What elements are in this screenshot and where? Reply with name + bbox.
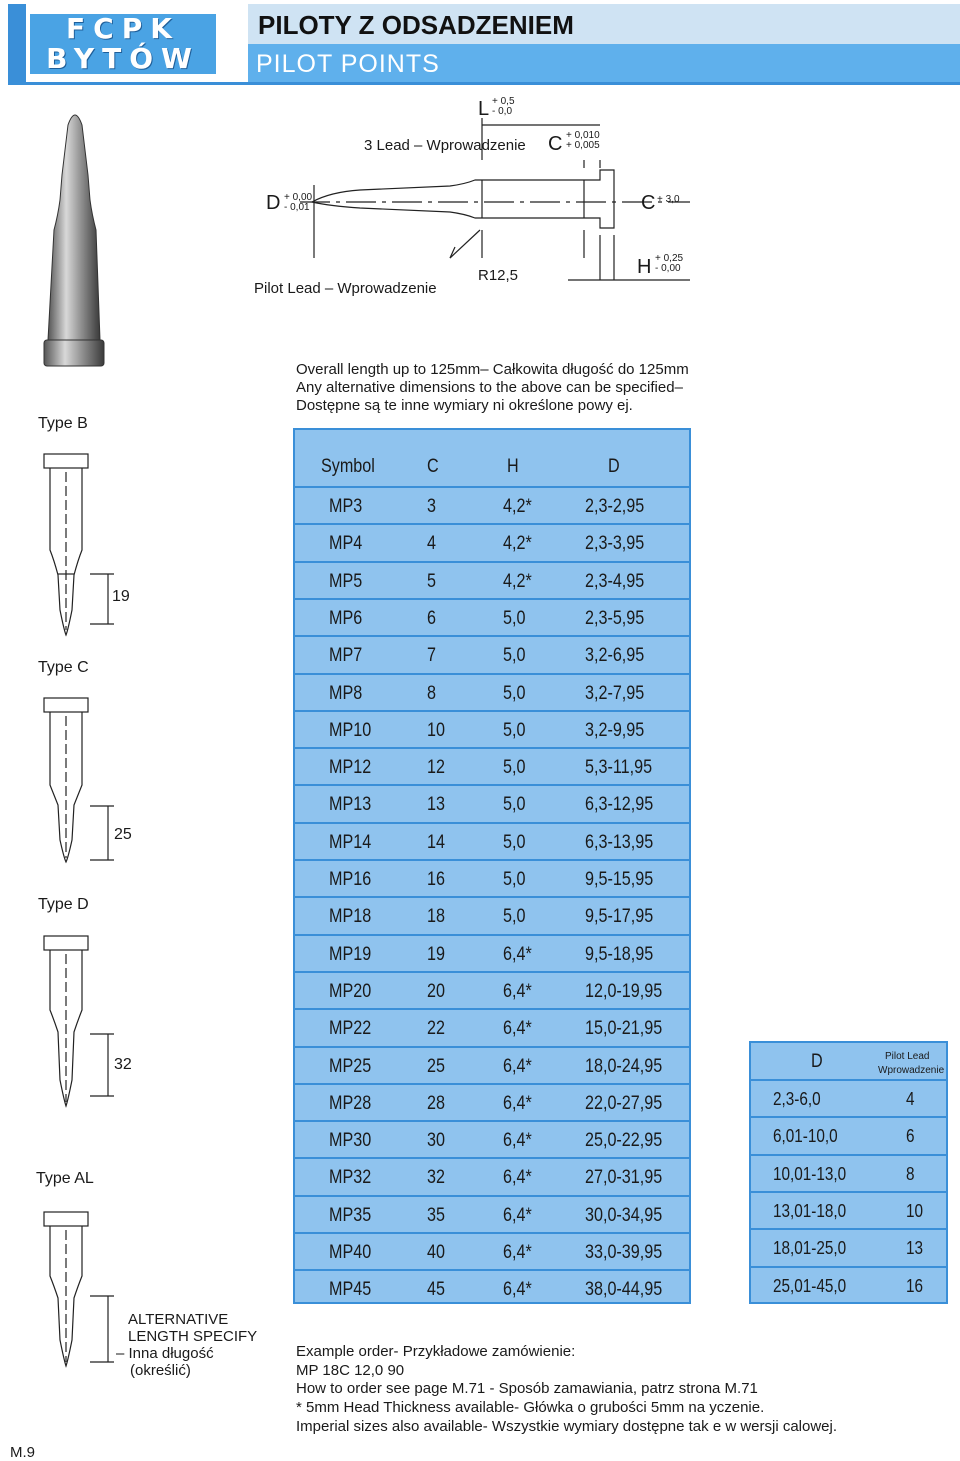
cell-symbol: MP30 xyxy=(329,1130,372,1152)
cell-symbol: MP3 xyxy=(329,496,363,517)
table-row xyxy=(295,598,689,636)
type-d-label: Type D xyxy=(38,896,89,913)
alt-length-line-1: ALTERNATIVE xyxy=(128,1311,229,1328)
type-b-label: Type B xyxy=(38,415,88,432)
cell-lead: 8 xyxy=(906,1163,915,1184)
table-row xyxy=(295,673,689,711)
cell-c: 28 xyxy=(427,1092,445,1114)
cell-symbol: MP8 xyxy=(329,682,363,704)
dim-l-tol-minus: - 0,0 xyxy=(492,106,513,117)
cell-h: 6,4* xyxy=(503,1204,532,1226)
cell-d: 33,0-39,95 xyxy=(585,1242,663,1263)
lead-header-line-2: Wprowadzenie xyxy=(878,1065,945,1076)
dim-c-right-tol: + 3,0 xyxy=(657,194,680,205)
cell-symbol: MP12 xyxy=(329,757,372,779)
dim-d-tol-minus: - 0,01 xyxy=(284,202,310,213)
cell-lead: 4 xyxy=(906,1089,915,1109)
footer-line-1: Example order- Przykładowe zamówienie: xyxy=(296,1343,576,1360)
cell-c: 22 xyxy=(427,1018,445,1040)
dim-l-label: L xyxy=(478,98,490,120)
cell-lead: 13 xyxy=(906,1238,924,1259)
cell-h: 6,4* xyxy=(503,1167,532,1189)
cell-c: 8 xyxy=(427,682,436,704)
dim-c-right-label: C xyxy=(641,192,656,214)
table-header xyxy=(295,430,689,488)
cell-d: 2,3-5,95 xyxy=(585,607,645,629)
cell-h: 6,4* xyxy=(503,1130,532,1152)
note-line-2: Any alternative dimensions to the above can be specified– xyxy=(296,379,683,396)
header-divider xyxy=(8,82,960,85)
cell-d: 38,0-44,95 xyxy=(585,1279,663,1301)
cell-c: 12 xyxy=(427,757,445,779)
cell-c: 6 xyxy=(427,607,436,629)
table-row xyxy=(295,1195,689,1233)
subtitle-bar xyxy=(248,44,960,84)
footer-line-5: Imperial sizes also available- Wszystkie wymiary dostępne tak e w wersji calowej. xyxy=(296,1418,838,1435)
radius-label: R12,5 xyxy=(478,267,519,284)
cell-symbol: MP13 xyxy=(329,794,372,816)
cell-d: 6,3-12,95 xyxy=(585,794,654,816)
dim-d-label: D xyxy=(266,192,281,214)
cell-symbol: MP28 xyxy=(329,1092,372,1114)
table-row xyxy=(295,896,689,934)
cell-c: 4 xyxy=(427,533,436,555)
header-h: H xyxy=(507,456,519,477)
cell-h: 4,2* xyxy=(503,496,532,517)
cell-d: 9,5-15,95 xyxy=(585,869,654,890)
cell-d: 12,0-19,95 xyxy=(585,980,663,1002)
cell-d: 18,0-24,95 xyxy=(585,1055,663,1077)
header-d: D xyxy=(608,456,620,477)
cell-d: 3,2-7,95 xyxy=(585,682,645,704)
cell-c: 16 xyxy=(427,869,445,890)
type-c-length: 25 xyxy=(114,826,132,843)
cell-d: 2,3-4,95 xyxy=(585,570,645,592)
cell-h: 4,2* xyxy=(503,533,532,555)
cell-c: 14 xyxy=(427,831,445,853)
type-d-length: 32 xyxy=(114,1056,132,1073)
cell-d-range: 18,01-25,0 xyxy=(773,1238,847,1259)
dim-c-top-label: C xyxy=(548,133,563,155)
cell-symbol: MP25 xyxy=(329,1055,372,1077)
cell-lead: 10 xyxy=(906,1200,924,1221)
footer-line-4: * 5mm Head Thickness available- Główka o grubości 5mm na yczenie. xyxy=(296,1399,765,1416)
table-row xyxy=(295,710,689,748)
table-row xyxy=(751,1266,946,1304)
cell-c: 7 xyxy=(427,645,436,667)
dim-l-tol-plus: + 0,5 xyxy=(492,96,515,107)
cell-c: 18 xyxy=(427,906,445,928)
alt-length-line-2: LENGTH SPECIFY xyxy=(128,1328,258,1345)
table-row xyxy=(295,1120,689,1158)
dim-h-tol-plus: + 0,25 xyxy=(655,253,684,264)
dim-h-label: H xyxy=(637,256,652,278)
cell-d: 30,0-34,95 xyxy=(585,1204,663,1226)
cell-symbol: MP20 xyxy=(329,980,372,1002)
page-subtitle: PILOT POINTS xyxy=(256,50,440,78)
logo-line-1: FCPK xyxy=(66,12,180,45)
cell-c: 10 xyxy=(427,719,445,741)
type-al-label: Type AL xyxy=(36,1170,94,1187)
cell-d: 2,3-3,95 xyxy=(585,533,645,555)
cell-symbol: MP19 xyxy=(329,943,372,965)
note-line-1: Overall length up to 125mm– Całkowita długość do 125mm xyxy=(296,361,689,378)
table-row xyxy=(295,486,689,524)
cell-h: 6,4* xyxy=(503,1242,532,1263)
header-accent-strip xyxy=(8,4,26,82)
pilot-lead-label: Pilot Lead – Wprowadzenie xyxy=(254,280,437,297)
cell-symbol: MP5 xyxy=(329,570,363,592)
cell-d: 9,5-18,95 xyxy=(585,943,654,965)
table-row xyxy=(751,1228,946,1266)
header-symbol: Symbol xyxy=(321,456,375,477)
cell-symbol: MP16 xyxy=(329,869,372,890)
pilot-lead-table xyxy=(749,1041,948,1304)
dim-c-top-tol-plus: + 0,010 xyxy=(566,130,600,141)
cell-d: 9,5-17,95 xyxy=(585,906,654,928)
note-line-3: Dostępne są te inne wymiary ni określone powy ej. xyxy=(296,397,633,414)
cell-h: 5,0 xyxy=(503,607,526,629)
cell-symbol: MP14 xyxy=(329,831,372,853)
cell-h: 6,4* xyxy=(503,1055,532,1077)
cell-h: 5,0 xyxy=(503,719,526,741)
cell-h: 5,0 xyxy=(503,869,526,890)
cell-d: 6,3-13,95 xyxy=(585,831,654,853)
table-row xyxy=(295,561,689,599)
cell-c: 32 xyxy=(427,1167,445,1189)
pilot-photo xyxy=(30,105,120,375)
dim-c-top-tol-minus: + 0,005 xyxy=(566,140,600,151)
cell-d: 15,0-21,95 xyxy=(585,1018,663,1040)
cell-d: 2,3-2,95 xyxy=(585,496,645,517)
table-row xyxy=(295,523,689,561)
cell-d-range: 6,01-10,0 xyxy=(773,1126,838,1147)
cell-h: 6,4* xyxy=(503,1279,532,1301)
table-row xyxy=(295,635,689,673)
cell-h: 6,4* xyxy=(503,1092,532,1114)
cell-h: 6,4* xyxy=(503,943,532,965)
type-c-label: Type C xyxy=(38,659,89,676)
cell-d: 22,0-27,95 xyxy=(585,1092,663,1114)
cell-lead: 6 xyxy=(906,1126,915,1147)
cell-d-range: 10,01-13,0 xyxy=(773,1163,847,1184)
footer-line-3: How to order see page M.71 - Sposób zamawiania, patrz strona M.71 xyxy=(296,1380,758,1397)
cell-d: 3,2-9,95 xyxy=(585,719,645,741)
cell-symbol: MP10 xyxy=(329,719,372,741)
cell-d-range: 13,01-18,0 xyxy=(773,1200,847,1221)
lead-header-d: D xyxy=(811,1051,823,1072)
header-c: C xyxy=(427,456,439,477)
cell-symbol: MP40 xyxy=(329,1242,372,1263)
table-row xyxy=(751,1154,946,1192)
alt-length-line-4: (określić) xyxy=(130,1362,191,1379)
table-row xyxy=(751,1191,946,1229)
cell-symbol: MP32 xyxy=(329,1167,372,1189)
cell-symbol: MP22 xyxy=(329,1018,372,1040)
cell-symbol: MP35 xyxy=(329,1204,372,1226)
page-number: M.9 xyxy=(10,1444,36,1461)
cell-c: 45 xyxy=(427,1279,445,1301)
cell-symbol: MP6 xyxy=(329,607,363,629)
title-bar xyxy=(248,4,960,44)
cell-h: 5,0 xyxy=(503,831,526,853)
cell-h: 6,4* xyxy=(503,980,532,1002)
dim-d-tol-plus: + 0,00 xyxy=(284,192,313,203)
cell-c: 25 xyxy=(427,1055,445,1077)
cell-h: 4,2* xyxy=(503,570,532,592)
table-row xyxy=(295,859,689,897)
table-row xyxy=(295,1083,689,1121)
cell-symbol: MP45 xyxy=(329,1279,372,1301)
cell-c: 35 xyxy=(427,1204,445,1226)
cell-symbol: MP7 xyxy=(329,645,363,667)
table-row xyxy=(295,747,689,785)
table-row xyxy=(295,934,689,972)
table-row xyxy=(295,1046,689,1084)
cell-h: 6,4* xyxy=(503,1018,532,1040)
cell-c: 13 xyxy=(427,794,445,816)
table-row xyxy=(295,971,689,1009)
cell-c: 40 xyxy=(427,1242,445,1263)
table-row xyxy=(295,1232,689,1270)
cell-c: 3 xyxy=(427,496,436,517)
cell-h: 5,0 xyxy=(503,757,526,779)
cell-c: 5 xyxy=(427,570,436,592)
pilot-sizes-table xyxy=(293,428,691,1304)
cell-h: 5,0 xyxy=(503,794,526,816)
alt-length-line-3: – Inna długość xyxy=(116,1345,214,1362)
table-row xyxy=(295,822,689,860)
footer-line-2: MP 18C 12,0 90 xyxy=(296,1362,405,1379)
cell-d: 3,2-6,95 xyxy=(585,645,645,667)
lead-header-line-1: Pilot Lead xyxy=(885,1051,930,1062)
table-row xyxy=(295,1269,689,1307)
cell-h: 5,0 xyxy=(503,645,526,667)
cell-h: 5,0 xyxy=(503,906,526,928)
cell-symbol: MP18 xyxy=(329,906,372,928)
cell-d-range: 25,01-45,0 xyxy=(773,1275,847,1296)
cell-h: 5,0 xyxy=(503,682,526,704)
lead-label: 3 Lead – Wprowadzenie xyxy=(364,137,526,154)
table-row xyxy=(295,784,689,822)
cell-symbol: MP4 xyxy=(329,533,363,555)
table-row xyxy=(751,1116,946,1154)
cell-d-range: 2,3-6,0 xyxy=(773,1089,821,1109)
cell-d: 27,0-31,95 xyxy=(585,1167,663,1189)
logo-line-2: BYTÓW xyxy=(46,42,200,75)
cell-d: 25,0-22,95 xyxy=(585,1130,663,1152)
table-row xyxy=(295,1157,689,1195)
cell-c: 19 xyxy=(427,943,445,965)
cell-lead: 16 xyxy=(906,1275,924,1296)
dim-h-tol-minus: - 0,00 xyxy=(655,263,681,274)
cell-c: 20 xyxy=(427,980,445,1002)
type-b-length: 19 xyxy=(112,588,130,605)
cell-c: 30 xyxy=(427,1130,445,1152)
cell-d: 5,3-11,95 xyxy=(585,757,653,779)
page-title: PILOTY Z ODSADZENIEM xyxy=(258,10,574,40)
company-logo xyxy=(30,14,216,74)
table-row xyxy=(295,1008,689,1046)
table-row xyxy=(751,1079,946,1117)
